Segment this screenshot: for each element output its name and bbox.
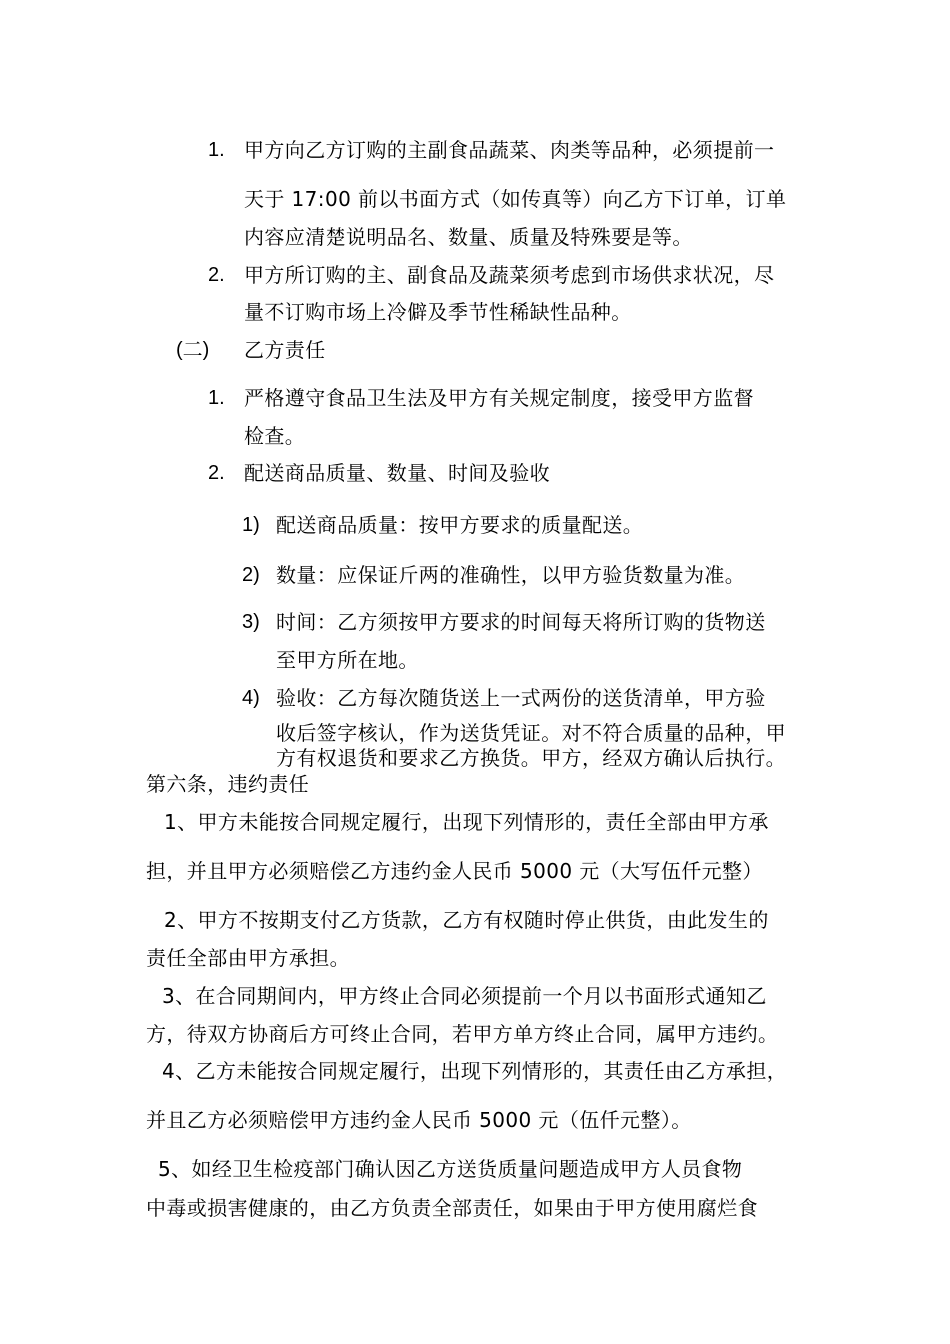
paragraph-line: 方有权退货和要求乙方换货。甲方，经双方确认后执行。 — [276, 746, 786, 770]
paragraph-line: 甲方所订购的主、副食品及蔬菜须考虑到市场供求状况，尽 — [244, 263, 775, 287]
list-number: 2. — [208, 462, 225, 484]
list-number: 2. — [208, 264, 225, 286]
list-number: 1. — [208, 139, 225, 161]
paragraph-line: 验收：乙方每次随货送上一式两份的送货清单，甲方验 — [276, 686, 766, 710]
sub-list-number: 2) — [242, 564, 260, 586]
paragraph-line: 甲方向乙方订购的主副食品蔬菜、肉类等品种，必须提前一 — [244, 138, 775, 162]
paragraph-line: 1、甲方未能按合同规定履行，出现下列情形的，责任全部由甲方承 — [164, 810, 769, 834]
paragraph-line: 2、甲方不按期支付乙方货款，乙方有权随时停止供货，由此发生的 — [164, 908, 769, 932]
section-number: (二) — [176, 339, 210, 361]
paragraph-line: 配送商品质量：按甲方要求的质量配送。 — [276, 513, 644, 537]
paragraph-line: 收后签字核认，作为送货凭证。对不符合质量的品种，甲 — [276, 721, 786, 745]
paragraph-line: 4、乙方未能按合同规定履行，出现下列情形的，其责任由乙方承担， — [162, 1059, 788, 1083]
sub-list-number: 3) — [242, 611, 260, 633]
paragraph-line: 并且乙方必须赔偿甲方违约金人民币 5000 元（伍仟元整）。 — [146, 1108, 692, 1132]
article-heading: 第六条，违约责任 — [146, 772, 310, 796]
paragraph-line: 3、在合同期间内，甲方终止合同必须提前一个月以书面形式通知乙 — [162, 984, 767, 1008]
paragraph-line: 担，并且甲方必须赔偿乙方违约金人民币 5000 元（大写伍仟元整） — [146, 859, 763, 883]
paragraph-line: 严格遵守食品卫生法及甲方有关规定制度，接受甲方监督 — [244, 386, 754, 410]
paragraph-line: 方，待双方协商后方可终止合同，若甲方单方终止合同，属甲方违约。 — [146, 1022, 779, 1046]
list-number: 1. — [208, 387, 225, 409]
paragraph-line: 5、如经卫生检疫部门确认因乙方送货质量问题造成甲方人员食物 — [158, 1157, 743, 1181]
paragraph-line: 中毒或损害健康的，由乙方负责全部责任，如果由于甲方使用腐烂食 — [146, 1196, 758, 1220]
paragraph-line: 数量：应保证斤两的准确性，以甲方验货数量为准。 — [276, 563, 746, 587]
paragraph-line: 检查。 — [244, 424, 306, 448]
paragraph-line: 天于 17:00 前以书面方式（如传真等）向乙方下订单，订单 — [244, 187, 787, 211]
sub-list-number: 1) — [242, 514, 260, 536]
sub-list-number: 4) — [242, 687, 260, 709]
paragraph-line: 至甲方所在地。 — [276, 648, 419, 672]
paragraph-line: 量不订购市场上冷僻及季节性稀缺性品种。 — [244, 300, 632, 324]
paragraph-line: 时间：乙方须按甲方要求的时间每天将所订购的货物送 — [276, 610, 766, 634]
section-title: 乙方责任 — [244, 338, 326, 362]
paragraph-line: 内容应清楚说明品名、数量、质量及特殊要是等。 — [244, 225, 693, 249]
paragraph-line: 责任全部由甲方承担。 — [146, 946, 350, 970]
paragraph-line: 配送商品质量、数量、时间及验收 — [244, 461, 550, 485]
